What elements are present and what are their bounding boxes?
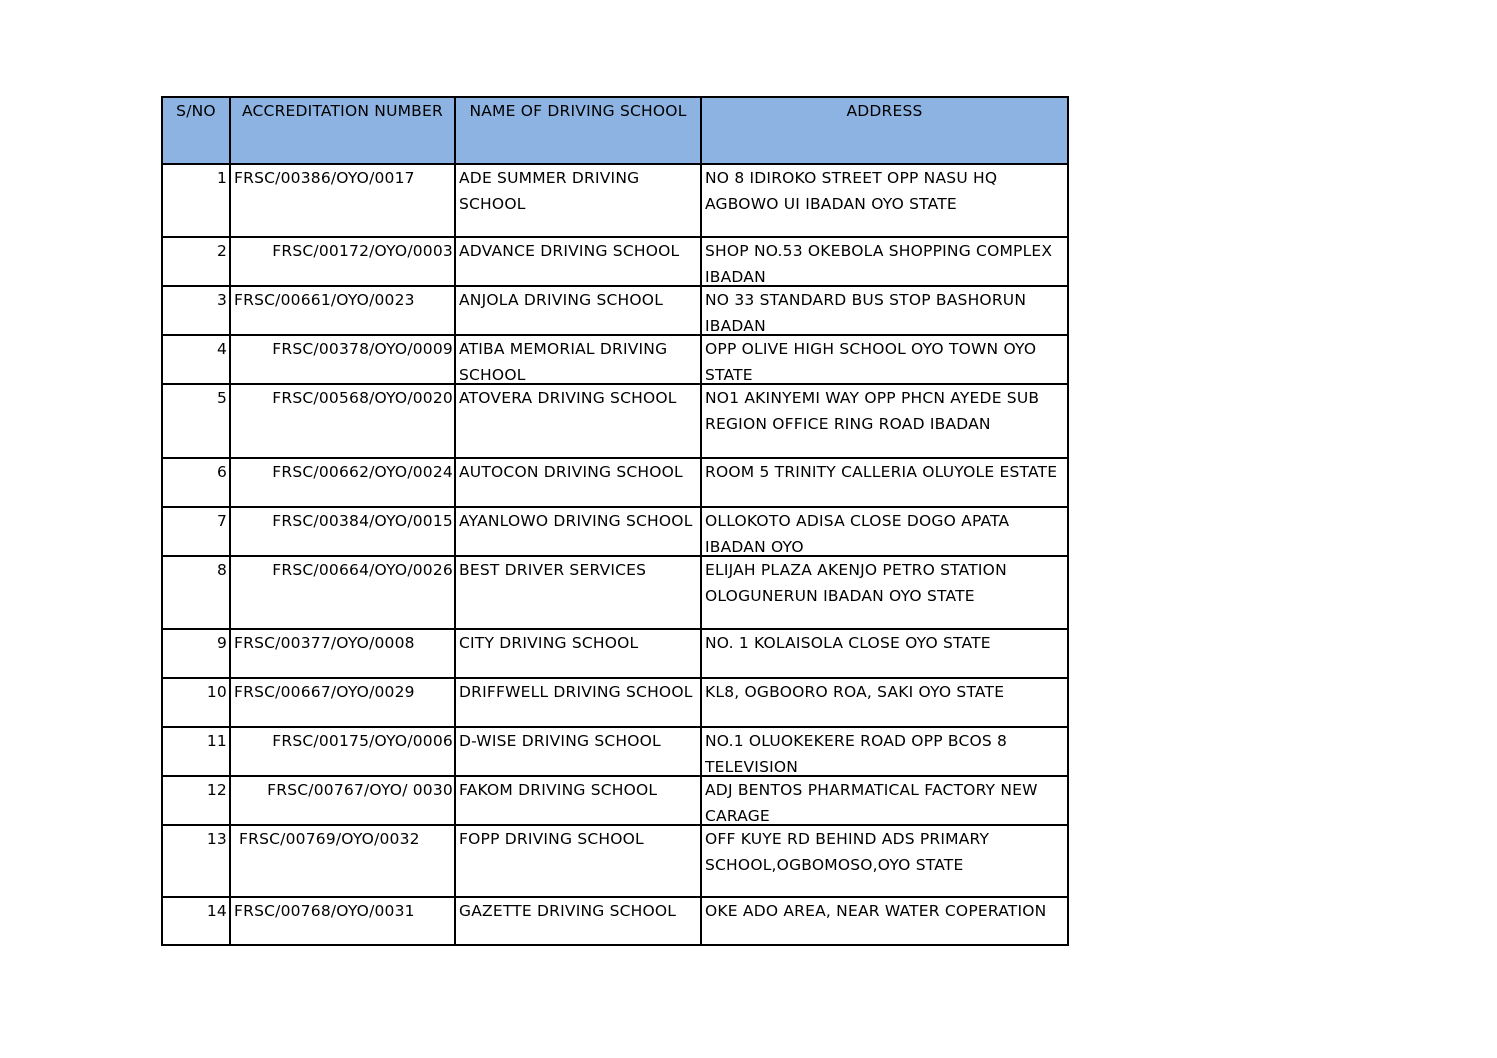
- row-school-name: [455, 458, 701, 507]
- row-sn: 11: [162, 727, 230, 776]
- row-address: OFF KUYE RD BEHIND ADS PRIMARY SCHOOL,OGBOMOSO,OYO STATE: [701, 825, 1068, 897]
- row-address: [701, 507, 1068, 556]
- row-accreditation: FRSC/00767/OYO/ 0030: [230, 776, 455, 825]
- row-school-name: ANJOLA DRIVING SCHOOL: [455, 286, 701, 335]
- row-school-name: D-WISE DRIVING SCHOOL: [455, 727, 701, 776]
- row-school-name: GAZETTE DRIVING SCHOOL: [455, 897, 701, 945]
- row-school-name-text: AYANLOWO DRIVING SCHOOL: [459, 512, 693, 530]
- row-school-name-text: ADVANCE DRIVING SCHOOL: [459, 242, 680, 260]
- row-address: [701, 727, 1068, 776]
- row-address-text: NO.1 OLUOKEKERE ROAD OPP BCOS 8 TELEVISION: [705, 732, 1008, 775]
- table-row: [162, 556, 1068, 629]
- table-row: [162, 776, 1068, 825]
- row-accreditation: FRSC/00769/OYO/0032: [230, 825, 455, 897]
- table-row: [162, 458, 1068, 507]
- row-accreditation: FRSC/00386/OYO/0017: [230, 164, 455, 237]
- row-accreditation: FRSC/00667/OYO/0029: [230, 678, 455, 727]
- row-school-name-text: AUTOCON DRIVING SCHOOL: [459, 463, 683, 481]
- table-row: [162, 825, 1068, 897]
- row-address: [701, 776, 1068, 825]
- row-school-name: [455, 237, 701, 286]
- row-school-name: ATOVERA DRIVING SCHOOL: [455, 384, 701, 458]
- row-address: ELIJAH PLAZA AKENJO PETRO STATION OLOGUNERUN IBADAN OYO STATE: [701, 556, 1068, 629]
- row-school-name-text: DRIFFWELL DRIVING SCHOOL: [459, 683, 693, 701]
- driving-schools-table: [161, 96, 1069, 946]
- row-sn: 5: [162, 384, 230, 458]
- row-address: [701, 286, 1068, 335]
- row-sn: 2: [162, 237, 230, 286]
- header-address: ADDRESS: [701, 97, 1068, 164]
- row-accreditation: FRSC/00378/OYO/0009: [230, 335, 455, 384]
- row-sn: 9: [162, 629, 230, 678]
- header-driving-school-name: NAME OF DRIVING SCHOOL: [455, 97, 701, 164]
- row-address-text: ADJ BENTOS PHARMATICAL FACTORY NEW CARAGE: [705, 781, 1038, 824]
- header-row: [162, 97, 1068, 164]
- row-school-name: CITY DRIVING SCHOOL: [455, 629, 701, 678]
- row-address-text: OLLOKOTO ADISA CLOSE DOGO APATA IBADAN OYO: [705, 512, 1010, 555]
- row-sn: 6: [162, 458, 230, 507]
- row-accreditation: FRSC/00662/OYO/0024: [230, 458, 455, 507]
- row-school-name: [455, 507, 701, 556]
- table-row: [162, 237, 1068, 286]
- row-sn: 4: [162, 335, 230, 384]
- table-row: [162, 335, 1068, 384]
- row-address: [701, 237, 1068, 286]
- row-address: [701, 897, 1068, 945]
- row-school-name-text: ATIBA MEMORIAL DRIVING SCHOOL: [459, 340, 668, 383]
- table-row: [162, 384, 1068, 458]
- row-accreditation: FRSC/00377/OYO/0008: [230, 629, 455, 678]
- row-address: NO 8 IDIROKO STREET OPP NASU HQ AGBOWO UI IBADAN OYO STATE: [701, 164, 1068, 237]
- table-row: [162, 507, 1068, 556]
- row-school-name: ADE SUMMER DRIVING SCHOOL: [455, 164, 701, 237]
- row-address-text: OKE ADO AREA, NEAR WATER COPERATION: [705, 902, 1047, 920]
- row-school-name: [455, 678, 701, 727]
- row-address: NO1 AKINYEMI WAY OPP PHCN AYEDE SUB REGION OFFICE RING ROAD IBADAN: [701, 384, 1068, 458]
- row-address-text: OPP OLIVE HIGH SCHOOL OYO TOWN OYO STATE: [705, 340, 1037, 383]
- row-address-text: SHOP NO.53 OKEBOLA SHOPPING COMPLEX IBADAN: [705, 242, 1053, 285]
- row-sn: 3: [162, 286, 230, 335]
- row-accreditation: FRSC/00175/OYO/0006: [230, 727, 455, 776]
- row-address: [701, 458, 1068, 507]
- row-sn: 10: [162, 678, 230, 727]
- row-school-name: FAKOM DRIVING SCHOOL: [455, 776, 701, 825]
- table-row: [162, 678, 1068, 727]
- row-accreditation: FRSC/00384/OYO/0015: [230, 507, 455, 556]
- table-row: [162, 286, 1068, 335]
- table-row: [162, 897, 1068, 945]
- row-school-name: BEST DRIVER SERVICES: [455, 556, 701, 629]
- row-sn: 12: [162, 776, 230, 825]
- row-address: [701, 335, 1068, 384]
- row-school-name: FOPP DRIVING SCHOOL: [455, 825, 701, 897]
- header-accreditation-number: ACCREDITATION NUMBER: [230, 97, 455, 164]
- row-accreditation: FRSC/00661/OYO/0023: [230, 286, 455, 335]
- row-accreditation: FRSC/00768/OYO/0031: [230, 897, 455, 945]
- table-row: [162, 727, 1068, 776]
- row-accreditation: FRSC/00172/OYO/0003: [230, 237, 455, 286]
- row-address-text: ROOM 5 TRINITY CALLERIA OLUYOLE ESTATE: [705, 463, 1058, 481]
- row-address: NO. 1 KOLAISOLA CLOSE OYO STATE: [701, 629, 1068, 678]
- row-sn: 1: [162, 164, 230, 237]
- row-sn: 13: [162, 825, 230, 897]
- table-row: [162, 629, 1068, 678]
- row-address-text: NO 33 STANDARD BUS STOP BASHORUN IBADAN: [705, 291, 1027, 334]
- row-address: KL8, OGBOORO ROA, SAKI OYO STATE: [701, 678, 1068, 727]
- row-sn: 7: [162, 507, 230, 556]
- row-sn: 8: [162, 556, 230, 629]
- header-sn: S/NO: [162, 97, 230, 164]
- row-sn: 14: [162, 897, 230, 945]
- row-accreditation: FRSC/00568/OYO/0020: [230, 384, 455, 458]
- row-school-name: [455, 335, 701, 384]
- row-accreditation: FRSC/00664/OYO/0026: [230, 556, 455, 629]
- table-row: [162, 164, 1068, 237]
